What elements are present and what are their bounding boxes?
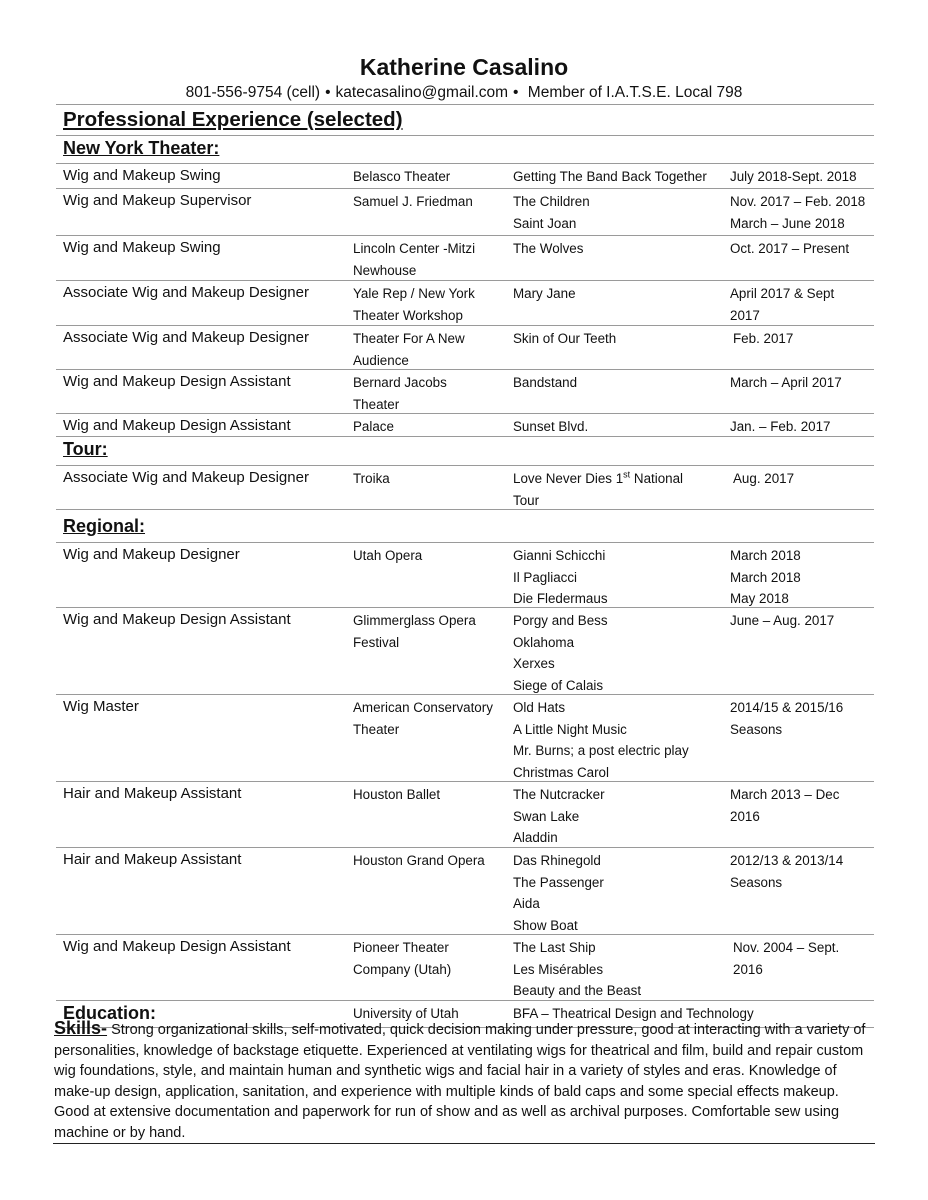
date-line: Nov. 2017 – Feb. 2018 bbox=[730, 194, 866, 209]
resume-body bbox=[56, 104, 874, 1028]
productions bbox=[513, 610, 723, 696]
venue-line: Utah Opera bbox=[353, 548, 423, 563]
dates bbox=[730, 784, 874, 827]
date-line: April 2017 & Sept bbox=[730, 286, 835, 301]
venue-line: Samuel J. Friedman bbox=[353, 194, 473, 209]
dates bbox=[730, 850, 874, 893]
education-degree: BFA – Theatrical Design and Technology bbox=[513, 1006, 754, 1021]
productions bbox=[513, 468, 723, 511]
venue-line: Pioneer Theater bbox=[353, 940, 449, 955]
venue bbox=[353, 937, 509, 980]
production-line: Saint Joan bbox=[513, 215, 577, 231]
role: Wig Master bbox=[63, 698, 139, 715]
production-line: Mary Jane bbox=[513, 286, 576, 301]
table-row bbox=[56, 189, 874, 236]
date-line: Jan. – Feb. 2017 bbox=[730, 419, 831, 434]
date-line: July 2018-Sept. 2018 bbox=[730, 169, 857, 184]
role: Wig and Makeup Swing bbox=[63, 239, 221, 256]
role: Wig and Makeup Designer bbox=[63, 546, 240, 563]
section-heading bbox=[56, 510, 874, 543]
date-line: 2017 bbox=[730, 307, 760, 323]
venue-line: Theater bbox=[353, 396, 400, 412]
email[interactable]: katecasalino@gmail.com bbox=[335, 84, 509, 101]
dates bbox=[730, 238, 874, 260]
ordinal-suffix: st bbox=[623, 469, 631, 480]
role: Associate Wig and Makeup Designer bbox=[63, 329, 309, 346]
venue bbox=[353, 697, 509, 740]
table-row bbox=[56, 848, 874, 935]
venue-line: Theater For A New bbox=[353, 331, 465, 346]
dates bbox=[730, 416, 874, 438]
role: Associate Wig and Makeup Designer bbox=[63, 284, 309, 301]
table-row bbox=[56, 414, 874, 437]
section-heading bbox=[56, 437, 874, 466]
table-row bbox=[56, 370, 874, 414]
production-line: A Little Night Music bbox=[513, 721, 627, 737]
production-line: Das Rhinegold bbox=[513, 853, 601, 868]
bottom-divider bbox=[53, 1143, 875, 1144]
venue bbox=[353, 784, 509, 806]
venue-line: Lincoln Center -Mitzi bbox=[353, 241, 476, 256]
venue bbox=[353, 238, 509, 281]
productions bbox=[513, 850, 723, 936]
table-row bbox=[56, 236, 874, 281]
production-line: Skin of Our Teeth bbox=[513, 331, 617, 346]
dates bbox=[733, 937, 877, 980]
date-line: Seasons bbox=[730, 721, 783, 737]
venue-line: Theater bbox=[353, 721, 400, 737]
date-line: March 2018 bbox=[730, 548, 801, 563]
venue-line: Houston Ballet bbox=[353, 787, 441, 802]
date-line: 2016 bbox=[730, 808, 760, 824]
productions bbox=[513, 238, 723, 260]
production-line: Gianni Schicchi bbox=[513, 548, 606, 563]
venue-line: Newhouse bbox=[353, 262, 417, 278]
production-line: Die Fledermaus bbox=[513, 591, 608, 606]
dates bbox=[733, 328, 877, 350]
production-line: The Nutcracker bbox=[513, 787, 605, 802]
education-school: University of Utah bbox=[353, 1006, 459, 1021]
section-title: Professional Experience (selected) bbox=[63, 108, 403, 131]
venue-line: Festival bbox=[353, 634, 400, 650]
venue bbox=[353, 545, 509, 567]
date-line: May 2018 bbox=[730, 591, 789, 606]
venue-line: Troika bbox=[353, 471, 390, 486]
production-line: The Wolves bbox=[513, 241, 584, 256]
dates bbox=[730, 166, 874, 188]
venue-line: Houston Grand Opera bbox=[353, 853, 485, 868]
role: Wig and Makeup Design Assistant bbox=[63, 373, 291, 390]
production-line: Aladdin bbox=[513, 830, 558, 845]
dates bbox=[730, 610, 874, 632]
education-label: Education: bbox=[63, 1003, 156, 1023]
section-heading-label: Regional: bbox=[63, 516, 146, 536]
venue-line: Bernard Jacobs bbox=[353, 375, 447, 390]
venue-line: Belasco Theater bbox=[353, 169, 451, 184]
role: Wig and Makeup Swing bbox=[63, 167, 221, 184]
table-row bbox=[56, 695, 874, 782]
dates bbox=[730, 191, 874, 234]
production-line: Les Misérables bbox=[513, 961, 604, 977]
production-line: Show Boat bbox=[513, 917, 578, 933]
dates bbox=[730, 545, 874, 610]
role: Wig and Makeup Supervisor bbox=[63, 192, 252, 209]
production-line: Swan Lake bbox=[513, 808, 580, 824]
venue-line: Theater Workshop bbox=[353, 307, 463, 323]
date-line: March 2013 – Dec bbox=[730, 787, 840, 802]
production-line: Tour bbox=[513, 492, 540, 508]
productions bbox=[513, 545, 723, 610]
dates bbox=[733, 468, 877, 490]
date-line: Nov. 2004 – Sept. bbox=[733, 940, 840, 955]
table-row bbox=[56, 281, 874, 326]
date-line: Feb. 2017 bbox=[733, 331, 794, 346]
venue-line: Company (Utah) bbox=[353, 961, 452, 977]
role: Wig and Makeup Design Assistant bbox=[63, 611, 291, 628]
production-line: The Passenger bbox=[513, 874, 604, 890]
dates bbox=[730, 283, 874, 326]
venue bbox=[353, 468, 509, 490]
production-line: Il Pagliacci bbox=[513, 569, 578, 585]
date-line: 2012/13 & 2013/14 bbox=[730, 853, 844, 868]
table-row bbox=[56, 466, 874, 510]
venue bbox=[353, 191, 509, 213]
production-line bbox=[513, 468, 723, 490]
production-line: Old Hats bbox=[513, 700, 566, 715]
production-line: Sunset Blvd. bbox=[513, 419, 589, 434]
productions bbox=[513, 283, 723, 305]
section-heading-label: New York Theater: bbox=[63, 138, 220, 158]
productions bbox=[513, 784, 723, 849]
section-heading bbox=[56, 136, 874, 164]
date-line: 2014/15 & 2015/16 bbox=[730, 700, 844, 715]
role: Associate Wig and Makeup Designer bbox=[63, 469, 309, 486]
production-line: Beauty and the Beast bbox=[513, 983, 642, 998]
table-row bbox=[56, 935, 874, 1001]
production-line: Getting The Band Back Together bbox=[513, 169, 707, 184]
date-line: June – Aug. 2017 bbox=[730, 613, 835, 628]
date-line: March 2018 bbox=[730, 569, 801, 585]
production-line: The Last Ship bbox=[513, 940, 596, 955]
skills-text: Strong organizational skills, self-motivated, quick decision making under pressure, good at interacting with a variety of personalities, knowledge of backstage etiquette. Experienced at ventilating wigs for theatrical and film, build and repair custom wig foundations, style, and maintain human and synthetic wigs and facial hair in a variety of styles and eras. Knowledge of make-up design, application, sanitation, and experience with multiple kinds of bald caps and some special effects makeup. Good at extensive documentation and paperwork for run of show and as well as archival purposes. Comfortable sew using machine or by hand. bbox=[54, 1022, 866, 1141]
skills-label: Skills- bbox=[54, 1018, 108, 1038]
production-text: Love Never Dies 1 bbox=[513, 471, 624, 486]
production-line: Christmas Carol bbox=[513, 764, 609, 780]
table-row bbox=[56, 164, 874, 189]
date-line: March – June 2018 bbox=[730, 215, 845, 231]
table-row bbox=[56, 543, 874, 608]
productions bbox=[513, 416, 723, 438]
venue-line: Palace bbox=[353, 419, 394, 434]
table-row bbox=[56, 608, 874, 695]
production-line: Siege of Calais bbox=[513, 677, 604, 693]
venue-line: American Conservatory bbox=[353, 700, 493, 715]
production-line: Mr. Burns; a post electric play bbox=[513, 743, 689, 758]
bullet-separator: • bbox=[513, 84, 519, 101]
productions bbox=[513, 372, 723, 394]
role: Wig and Makeup Design Assistant bbox=[63, 417, 291, 434]
venue bbox=[353, 372, 509, 415]
date-line: Aug. 2017 bbox=[733, 471, 795, 486]
venue bbox=[353, 416, 509, 438]
section-heading-label: Tour: bbox=[63, 439, 108, 459]
venue-line: Yale Rep / New York bbox=[353, 286, 475, 301]
role: Wig and Makeup Design Assistant bbox=[63, 938, 291, 955]
membership: Member of I.A.T.S.E. Local 798 bbox=[527, 84, 743, 101]
role: Hair and Makeup Assistant bbox=[63, 785, 242, 802]
phone: 801-556-9754 (cell) bbox=[185, 84, 321, 101]
production-line: Porgy and Bess bbox=[513, 613, 608, 628]
skills-paragraph bbox=[54, 1018, 866, 1143]
date-line: Seasons bbox=[730, 874, 783, 890]
productions bbox=[513, 937, 723, 1002]
venue bbox=[353, 850, 509, 872]
productions bbox=[513, 697, 723, 783]
date-line: Oct. 2017 – Present bbox=[730, 241, 850, 256]
production-line: Oklahoma bbox=[513, 634, 575, 650]
contact-line bbox=[0, 84, 928, 102]
dates bbox=[730, 372, 874, 394]
venue-line: Glimmerglass Opera bbox=[353, 613, 476, 628]
production-line: The Children bbox=[513, 194, 590, 209]
date-line: 2016 bbox=[733, 961, 763, 977]
experience-sections bbox=[56, 136, 874, 1001]
venue bbox=[353, 610, 509, 653]
productions bbox=[513, 191, 723, 234]
resume-name: Katherine Casalino bbox=[359, 54, 569, 80]
venue bbox=[353, 283, 509, 326]
production-line: Xerxes bbox=[513, 656, 555, 671]
table-row bbox=[56, 326, 874, 370]
date-line: March – April 2017 bbox=[730, 375, 842, 390]
venue bbox=[353, 328, 509, 371]
productions bbox=[513, 166, 723, 188]
dates bbox=[730, 697, 874, 740]
table-row bbox=[56, 782, 874, 848]
productions bbox=[513, 328, 723, 350]
role: Hair and Makeup Assistant bbox=[63, 851, 242, 868]
professional-experience-header bbox=[56, 105, 874, 136]
production-text: National bbox=[630, 471, 684, 486]
venue bbox=[353, 166, 509, 188]
production-line: Aida bbox=[513, 896, 540, 911]
production-line: Bandstand bbox=[513, 375, 578, 390]
bullet-separator: • bbox=[325, 84, 331, 101]
venue-line: Audience bbox=[353, 352, 409, 368]
